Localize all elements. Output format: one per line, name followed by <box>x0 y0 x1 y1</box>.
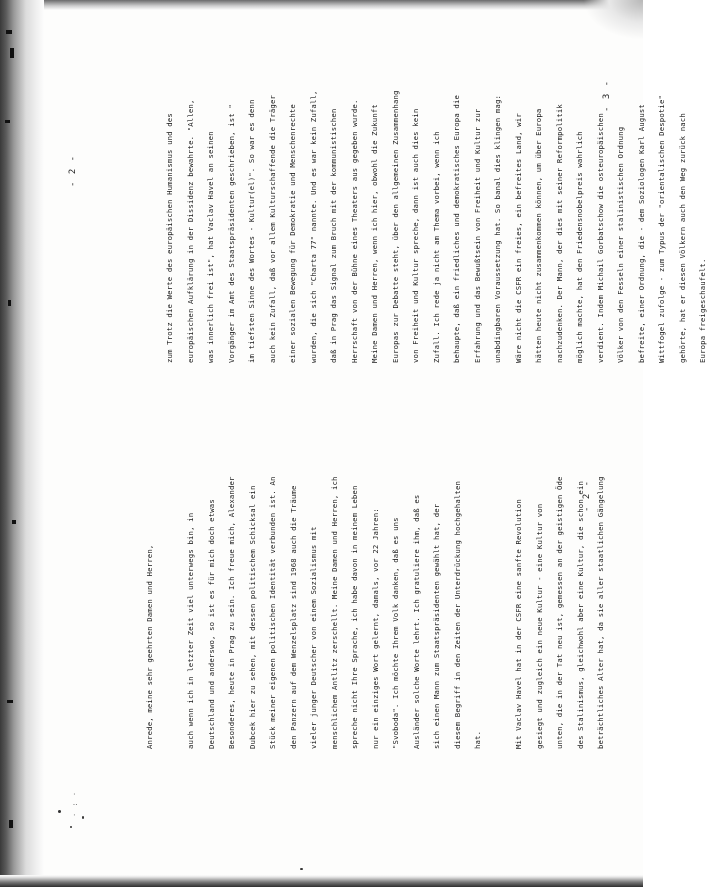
text-line: Mit Vaclav Havel hat in der CSFR eine sanfte Revolution <box>514 499 523 749</box>
text-line: europäischen Aufklärung in der Dissidenz bewahrte. "Allen, <box>185 99 195 363</box>
text-line: spreche nicht Ihre Sprache, ich habe davon in meinem Leben <box>350 485 359 749</box>
text-line: Wittfogel zufolge - zum Typus der "orientalischen Despotie" <box>657 94 666 363</box>
text-line: Europa freigeschaufelt. <box>698 258 707 363</box>
salutation-block <box>140 545 161 749</box>
text-line: diesem Begriff in den Zeiten der Unterdrückung hochgehalten <box>452 480 462 749</box>
text-line: Herrschaft von der Bühne eines Theaters aus gegeben wurde. <box>349 99 359 363</box>
text-line: befreite, einer Ordnung, die - dem Soziologen Karl August <box>636 104 646 363</box>
text-line: einer sozialen Bewegung für Demokratie und Menschenrechte <box>288 104 297 363</box>
text-line: Stück meiner eigenen politischen Identität verbunden ist. An <box>268 476 277 749</box>
text-line: Zufall. Ich rede ja nicht am Thema vorbei, wenn ich <box>431 131 441 363</box>
text-line: nachzudenken. Der Mann, der dies mit seiner Reformpolitik <box>554 104 564 363</box>
text-line: hätten heute nicht zusammenkommen können, um über Europa <box>534 108 543 363</box>
left-text-column <box>0 449 643 749</box>
text-line: im tiefsten Sinne des Wortes - Kultur(el)". So war es denn <box>247 99 256 363</box>
text-line: beträchtliches Alter hat, da sie aller staatlichen Gängelung <box>596 476 605 749</box>
text-line: sich einen Mann zum Staatspräsidenten gewählt hat, der <box>432 503 441 749</box>
text-line: von Freiheit und Kultur spreche, dann ist auch dies kein <box>411 108 420 363</box>
text-line: auch kein Zufall, daß vor allem Kulturschaffende die Träger <box>267 94 277 363</box>
text-line: gesiegt und zugleich ein neue Kultur - eine Kultur von <box>534 503 544 749</box>
text-line: hat. <box>473 730 482 749</box>
text-line: vieler junger Deutscher von einem Sozialismus mit <box>309 526 318 749</box>
text-line: Europas zur Debatte steht, über den allgemeinen Zusammenhang <box>390 90 400 363</box>
text-line: nur ein einziges Wort gelernt, damals, vor 22 Jahren: <box>370 508 380 749</box>
text-line: unabdingbaren Voraussetzung hat. So banal dies klingen mag: <box>493 94 502 363</box>
text-line: verdient. Indem Michail Gorbatschow die osteuropäischen <box>595 113 605 363</box>
text-line: auch wenn ich in letzter Zeit viel unterwegs bin, in <box>186 512 195 749</box>
text-line: zum Trotz die Werte des europäischen Humanismus und des <box>165 113 174 363</box>
text-line: was innerlich frei ist", hat Vaclav Havel an seinen <box>206 131 215 363</box>
text-line: Dubcek hier zu sehen, mit dessen politischem Schicksal ein <box>247 485 257 749</box>
text-line: des Stalinismus, gleichwohl aber eine Kultur, die schon ein <box>575 480 585 749</box>
text-line: Deutschland und anderswo, so ist es für mich doch etwas <box>206 499 216 749</box>
text-line: gehörte, hat er diesen Völkern auch den Weg zurück nach <box>677 113 687 363</box>
text-line: Wäre nicht die CSFR ein freies, ein befreites Land, wir <box>513 113 523 363</box>
right-paragraph-1 <box>160 90 365 363</box>
text-line: möglich machte, hat den Friedensnobelpreis wahrlich <box>575 131 584 363</box>
left-paragraph-1 <box>181 476 489 749</box>
right-text-column <box>0 43 707 363</box>
page-number-right: - 3 - <box>602 79 612 112</box>
page-number-middle: - 2 - <box>582 479 592 512</box>
text-line: Völker von den Fesseln einer stalinistischen Ordnung <box>616 126 625 363</box>
left-paragraph-2 <box>509 476 612 749</box>
text-line: behaupte, daß ein friedliches und demokratisches Europa die <box>452 94 461 363</box>
right-paragraph-2 <box>365 90 714 363</box>
text-line: Ausländer solche Worte lehrt. Ich gratuliere ihm, daß es <box>411 494 421 749</box>
text-line: Erfahrung und das Bewußtsein von Freiheit und Kultur zur <box>472 108 482 363</box>
text-line: Vorgänger im Amt des Staatspräsidenten geschrieben, ist " <box>226 104 236 363</box>
text-line: menschlichem Antlitz zerschellt. Meine Damen und Herren, ich <box>329 476 339 749</box>
text-line: den Panzern auf dem Wenzelsplatz sind 1968 auch die Träume <box>288 485 298 749</box>
text-line: daß in Prag das Signal zum Bruch mit der kommunistischen <box>329 108 338 363</box>
text-line: unten, die in der Tat neu ist, gemessen an der geistigen Öde <box>555 476 564 749</box>
salutation: Anrede, meine sehr geehrten Damen und Herren, <box>145 544 154 749</box>
text-line: "Svoboda". Ich möchte Ihrem Volk danken, daß es uns <box>391 517 400 749</box>
margin-marks: · : · <box>71 790 80 818</box>
text-line: Meine Damen und Herren, wenn ich hier, obwohl die Zukunft <box>370 104 379 363</box>
page-number-left: - 2 - <box>68 154 78 187</box>
text-line: Besonderes, heute in Prag zu sein. Ich freue mich, Alexander <box>227 476 236 749</box>
text-line: wurden, die sich "Charta 77" nannte. Und es war kein Zufall, <box>308 90 318 363</box>
